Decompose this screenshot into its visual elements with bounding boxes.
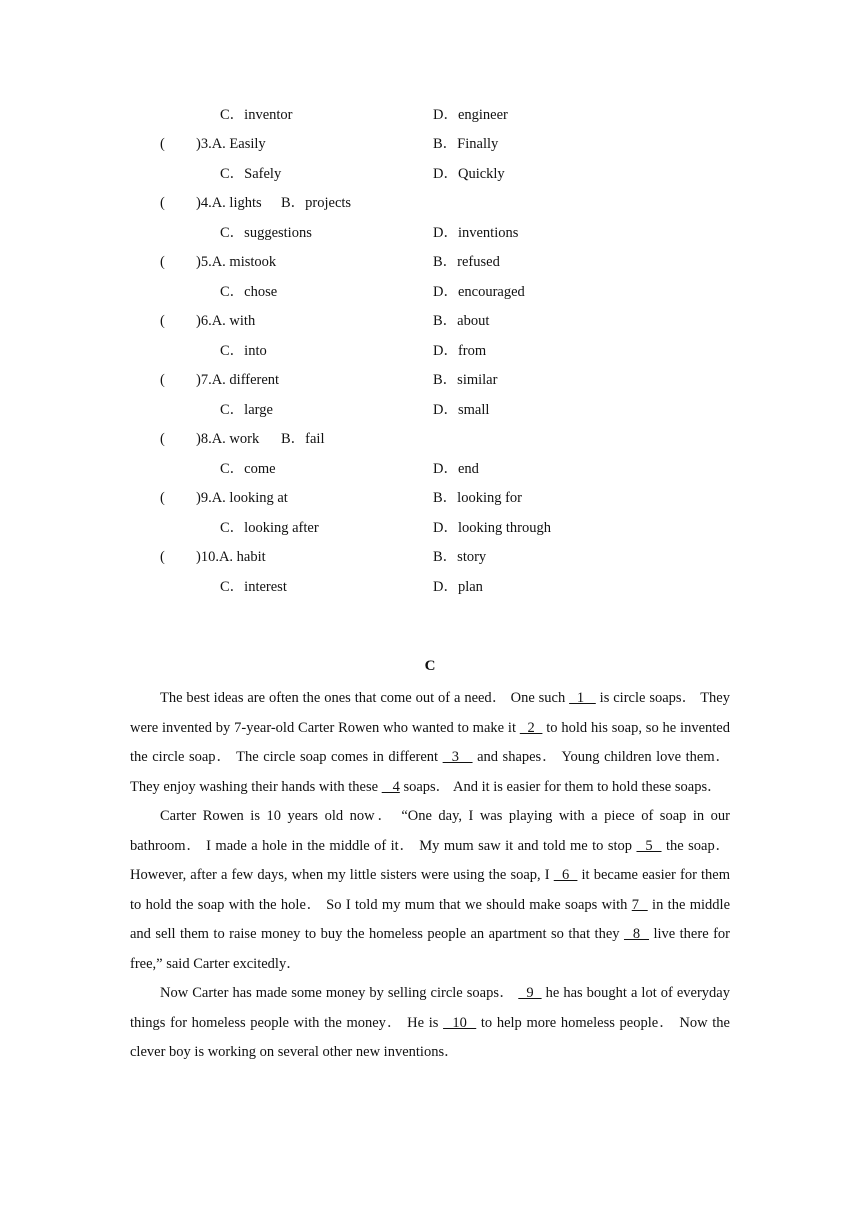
passage-text: to hold his soap, so he invented the circle soap． The circle soap comes in different xyxy=(130,719,730,765)
blank-8[interactable]: 8 xyxy=(623,926,650,942)
q4-option-c: C．suggestions xyxy=(220,225,312,241)
q8-answer-paren[interactable]: ( xyxy=(160,431,165,447)
q10-option-d: D．plan xyxy=(433,579,483,595)
passage-text: it became easier for them to hold the soap with the hole． So I told my mum that we should make soaps with xyxy=(130,867,730,913)
q10-stem-option-a: )10.A. habit xyxy=(196,549,266,565)
q6-answer-paren[interactable]: ( xyxy=(160,313,165,329)
q8-option-d: D．end xyxy=(433,461,479,477)
passage-text: Now Carter has made some money by selling circle soaps． xyxy=(160,985,519,1001)
q5-answer-paren[interactable]: ( xyxy=(160,254,165,270)
q10-option-c: C．interest xyxy=(220,579,287,595)
q7-option-b: B．similar xyxy=(433,372,498,388)
blank-4[interactable]: 4 xyxy=(381,778,400,795)
blank-9[interactable]: 9 xyxy=(518,985,542,1001)
reading-passage xyxy=(130,684,730,1068)
q9-option-b: B．looking for xyxy=(433,490,523,506)
passage-text: the soap． However, after a few days, when my little sisters were using the soap, I xyxy=(130,837,731,883)
q6-stem-option-a: )6.A. with xyxy=(196,313,256,329)
q10-answer-paren[interactable]: ( xyxy=(160,549,165,565)
passage-text: to help more homeless people． Now the clever boy is working on several other new inventions． xyxy=(130,1014,730,1060)
q5-option-c: C．chose xyxy=(220,284,278,300)
blank-3[interactable]: 3 xyxy=(442,749,473,765)
q4-option-b: B．projects xyxy=(281,195,352,211)
q6-option-b: B．about xyxy=(433,313,490,329)
q8-stem-option-a: )8.A. work xyxy=(196,431,260,447)
q5-option-d: D．encouraged xyxy=(433,284,525,300)
passage-text: Carter Rowen is 10 years old now． “One day, I was playing with a piece of soap in our bathroom． I made a hole in the middle of it． My mum saw it and told me to stop xyxy=(130,808,730,854)
q3-option-b: B．Finally xyxy=(433,136,499,152)
q2-option-d: D．engineer xyxy=(433,107,508,123)
blank-7[interactable]: 7 xyxy=(631,896,648,913)
q6-option-d: D．from xyxy=(433,343,487,359)
blank-2[interactable]: 2 xyxy=(519,719,543,736)
q4-stem-option-a: )4.A. lights xyxy=(196,195,262,211)
q3-stem-option-a: )3.A. Easily xyxy=(196,136,266,152)
q3-option-c: C．Safely xyxy=(220,166,282,182)
q7-answer-paren[interactable]: ( xyxy=(160,372,165,388)
q2-option-c: C．inventor xyxy=(220,107,293,123)
passage-text: in the middle and sell them to raise money to buy the homeless people an apartment so that they xyxy=(130,896,731,942)
q4-answer-paren[interactable]: ( xyxy=(160,195,165,211)
q7-option-c: C．large xyxy=(220,402,273,418)
q4-option-d: D．inventions xyxy=(433,225,519,241)
passage-text: The best ideas are often the ones that come out of a need． One such xyxy=(160,690,570,706)
q10-option-b: B．story xyxy=(433,549,487,565)
q7-option-d: D．small xyxy=(433,402,490,418)
q9-option-d: D．looking through xyxy=(433,520,552,536)
q6-option-c: C．into xyxy=(220,343,267,359)
passage-text: live there for free,” said Carter excitedly． xyxy=(130,926,730,972)
q7-stem-option-a: )7.A. different xyxy=(196,372,280,388)
q3-option-d: D．Quickly xyxy=(433,166,505,182)
q8-option-b: B．fail xyxy=(281,431,325,447)
section-title: C xyxy=(424,658,436,674)
passage-text: is circle soaps． They were invented by 7-year-old Carter Rowen who wanted to make it xyxy=(130,690,730,736)
q5-stem-option-a: )5.A. mistook xyxy=(196,254,277,270)
q9-option-c: C．looking after xyxy=(220,520,319,536)
q9-stem-option-a: )9.A. looking at xyxy=(196,490,288,506)
passage-paragraph-2 xyxy=(130,802,730,979)
q8-option-c: C．come xyxy=(220,461,276,477)
blank-5[interactable]: 5 xyxy=(636,837,662,854)
passage-text: he has bought a lot of everyday things for homeless people with the money． He is xyxy=(130,985,730,1031)
blank-6[interactable]: 6 xyxy=(553,867,578,883)
blank-10[interactable]: 10 xyxy=(443,1014,477,1031)
blank-1[interactable]: 1 xyxy=(569,690,596,706)
passage-paragraph-1 xyxy=(130,684,730,802)
q9-answer-paren[interactable]: ( xyxy=(160,490,165,506)
q5-option-b: B．refused xyxy=(433,254,500,270)
passage-text: soaps． And it is easier for them to hold these soaps． xyxy=(399,778,722,795)
passage-text: and shapes． Young children love them． They enjoy washing their hands with these xyxy=(130,749,731,795)
q3-answer-paren[interactable]: ( xyxy=(160,136,165,152)
passage-paragraph-3 xyxy=(130,979,730,1068)
